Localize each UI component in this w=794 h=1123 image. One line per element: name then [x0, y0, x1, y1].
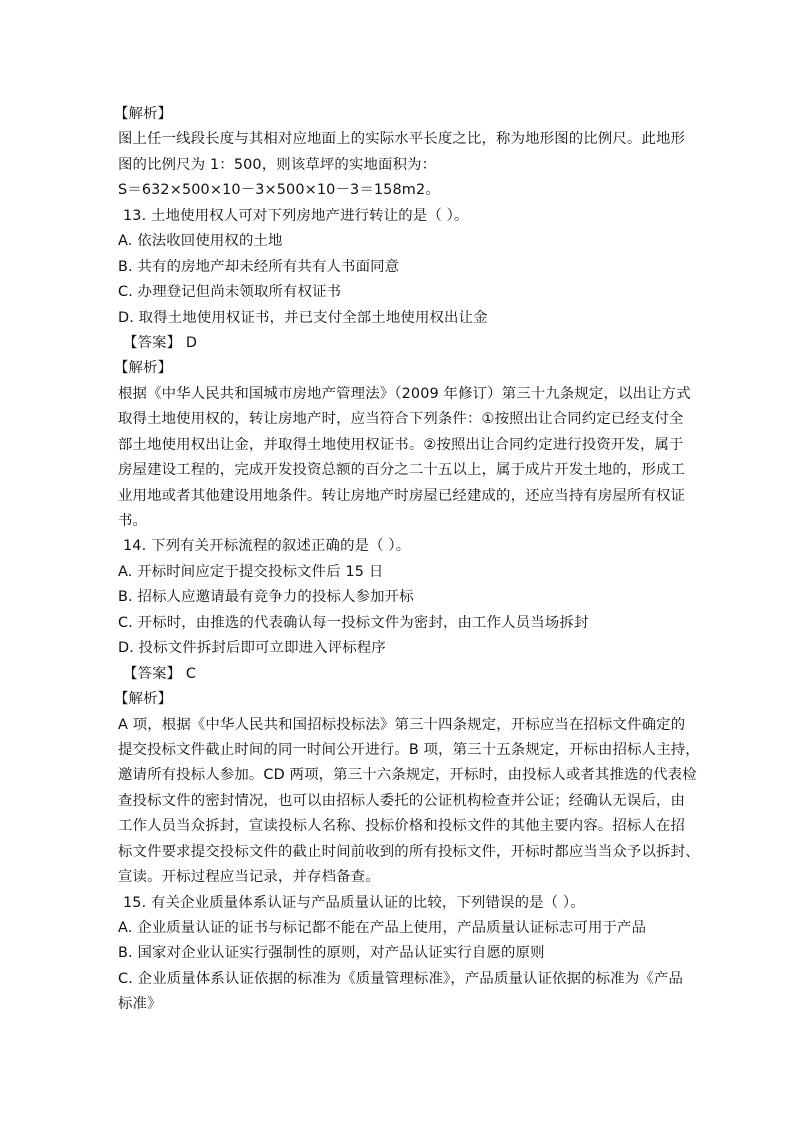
section-label: 【解析】 — [114, 360, 173, 377]
option-line: C. 办理登记但尚未领取所有权证书 — [118, 284, 342, 301]
paragraph-line: 取得土地使用权的，转让房地产时，应当符合下列条件：①按照出让合同约定已经支付全 — [118, 411, 684, 428]
paragraph-line: 宣读。开标过程应当记录，并存档备查。 — [118, 869, 380, 886]
question-line: 15. 有关企业质量体系认证与产品质量认证的比较，下列错误的是（ ）。 — [123, 894, 585, 911]
question-line: 13. 土地使用权人可对下列房地产进行转让的是（ ）。 — [123, 207, 469, 224]
paragraph-line: 邀请所有投标人参加。CD 两项，第三十六条规定，开标时，由投标人或者其推选的代表检 — [118, 767, 697, 784]
question-line: 14. 下列有关开标流程的叙述正确的是（ ）。 — [123, 538, 411, 555]
answer-line: 【答案】 D — [123, 334, 198, 351]
paragraph-line: A 项，根据《中华人民共和国招标投标法》第三十四条规定，开标应当在招标文件确定的 — [118, 716, 686, 733]
option-line: D. 取得土地使用权证书，并已支付全部土地使用权出让金 — [118, 309, 488, 326]
option-line: C. 开标时，由推选的代表确认每一投标文件为密封，由工作人员当场拆封 — [118, 614, 589, 631]
option-line: C. 企业质量体系认证依据的标准为《质量管理标准》，产品质量认证依据的标准为《产品 — [118, 970, 683, 987]
option-line: 标准》 — [118, 996, 162, 1013]
option-line: A. 开标时间应定于提交投标文件后 15 日 — [118, 563, 384, 580]
paragraph-line: 根据《中华人民共和国城市房地产管理法》（2009 年修订）第三十九条规定，以出让方式 — [118, 385, 691, 402]
option-line: D. 投标文件拆封后即可立即进入评标程序 — [118, 640, 386, 657]
paragraph-line: 部土地使用权出让金，并取得土地使用权证书。②按照出让合同约定进行投资开发，属于 — [118, 436, 684, 453]
paragraph-line: 书。 — [118, 513, 148, 529]
paragraph-line: 房屋建设工程的，完成开发投资总额的百分之二十五以上，属于成片开发土地的，形成工 — [118, 462, 686, 479]
option-line: B. 国家对企业认证实行强制性的原则，对产品认证实行自愿的原则 — [118, 945, 545, 962]
paragraph-line: 图上任一线段长度与其相对应地面上的实际水平长度之比，称为地形图的比例尺。此地形 — [118, 131, 686, 148]
paragraph-line: 工作人员当众拆封，宣读投标人名称、投标价格和投标文件的其他主要内容。招标人在招 — [118, 818, 686, 835]
paragraph-line: S＝632×500×10－3×500×10－3＝158m2。 — [118, 182, 440, 199]
section-label: 【解析】 — [114, 691, 173, 708]
section-label: 【解析】 — [114, 106, 173, 122]
option-line: A. 企业质量认证的证书与标记都不能在产品上使用，产品质量认证标志可用于产品 — [118, 920, 647, 936]
option-line: B. 共有的房地产却未经所有共有人书面同意 — [118, 258, 400, 275]
option-line: A. 依法收回使用权的土地 — [118, 233, 283, 250]
paragraph-line: 查投标文件的密封情况，也可以由招标人委托的公证机构检查并公证；经确认无误后，由 — [118, 792, 686, 809]
answer-line: 【答案】 C — [123, 665, 197, 682]
paragraph-line: 业用地或者其他建设用地条件。转让房地产时房屋已经建成的，还应当持有房屋所有权证 — [118, 487, 686, 504]
paragraph-line: 提交投标文件截止时间的同一时间公开进行。B 项，第三十五条规定，开标由招标人主持， — [118, 741, 700, 758]
paragraph-line: 图的比例尺为 1：500，则该草坪的实地面积为： — [118, 156, 437, 173]
option-line: B. 招标人应邀请最有竞争力的投标人参加开标 — [118, 589, 414, 606]
paragraph-line: 标文件要求提交投标文件的截止时间前收到的所有投标文件，开标时都应当当众予以拆封、 — [118, 843, 700, 860]
document-body — [114, 102, 700, 1018]
